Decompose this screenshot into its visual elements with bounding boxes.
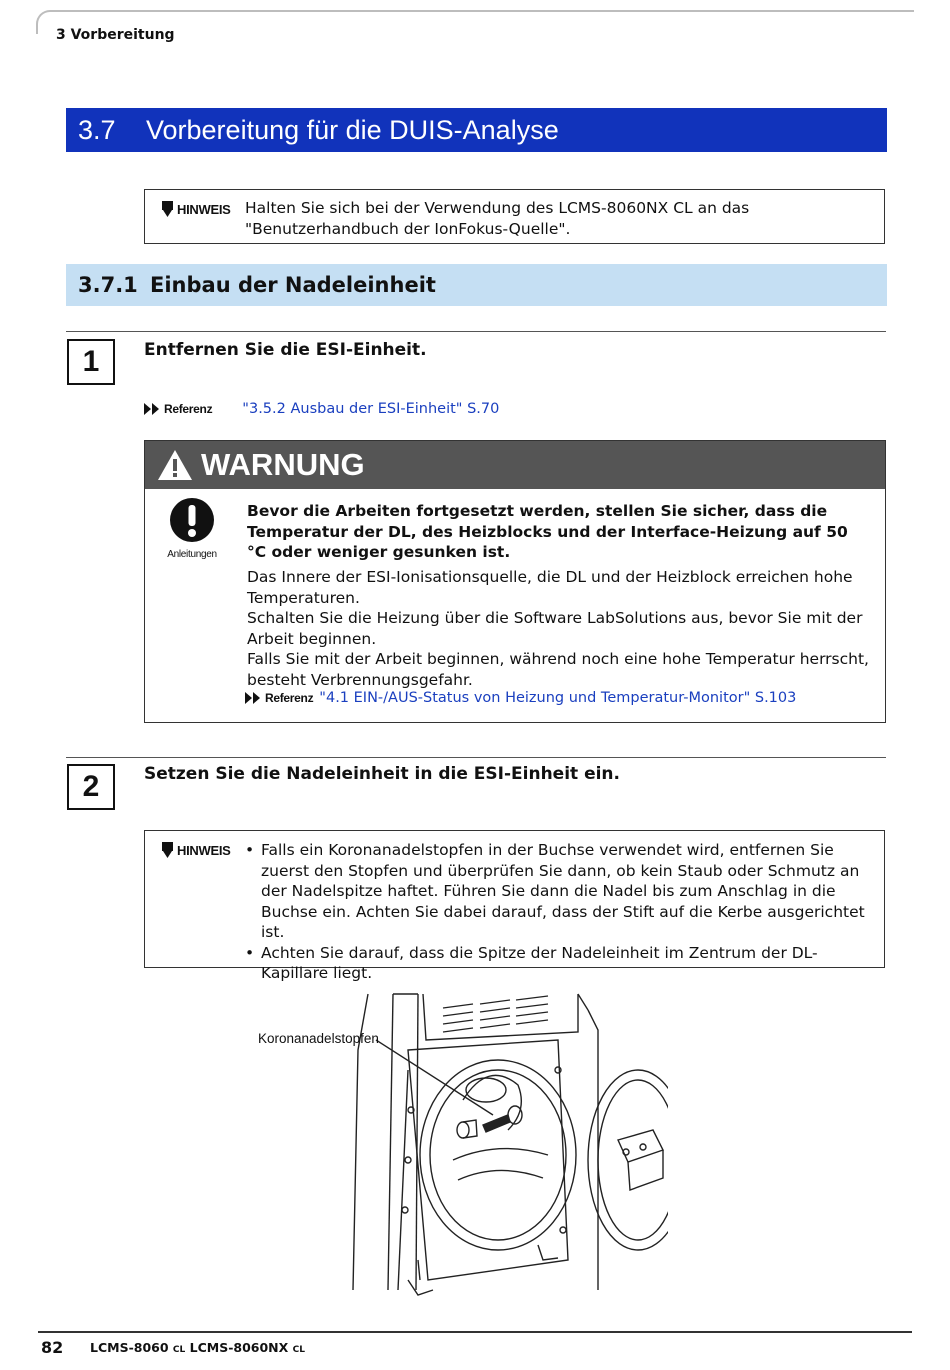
product-name: LCMS-8060 CL LCMS-8060NX CL bbox=[90, 1340, 305, 1355]
hint-label: HINWEIS bbox=[161, 841, 231, 859]
reference-link[interactable]: "3.5.2 Ausbau der ESI-Einheit" S.70 bbox=[242, 401, 500, 417]
warning-body bbox=[247, 567, 872, 690]
warning-bold-text: Bevor die Arbeiten fortgesetzt werden, stellen Sie sicher, dass die Temperatur der DL, des Heizblocks und der Interface-Heizung auf 50 °C oder weniger gesunken ist. bbox=[247, 502, 848, 561]
warning-triangle-icon bbox=[157, 449, 193, 481]
footer-rule bbox=[38, 1331, 912, 1333]
section-number: 3.7 bbox=[78, 114, 116, 145]
subsection-title-bar bbox=[66, 264, 887, 306]
hint-box-1 bbox=[144, 189, 885, 244]
chapter-heading: 3 Vorbereitung bbox=[56, 27, 175, 43]
hand-pointer-icon bbox=[161, 200, 175, 218]
step-instruction: Entfernen Sie die ESI-Einheit. bbox=[144, 340, 427, 360]
exclamation-circle-icon bbox=[169, 497, 215, 543]
subsection-title: Einbau der Nadeleinheit bbox=[150, 273, 436, 297]
reference-line bbox=[144, 401, 499, 417]
section-title-bar bbox=[66, 108, 887, 152]
reference-label: Referenz bbox=[245, 691, 313, 705]
subsection-number: 3.7.1 bbox=[78, 273, 138, 297]
warning-paragraph: Das Innere der ESI-Ionisationsquelle, die DL und der Heizblock erreichen hohe Temperaturen. bbox=[247, 568, 853, 607]
warning-paragraph: Falls Sie mit der Arbeit beginnen, während noch eine hohe Temperatur herrscht, besteht Verbrennungsgefahr. bbox=[247, 650, 869, 689]
step-rule bbox=[66, 757, 886, 758]
step-number-box: 2 bbox=[67, 764, 115, 810]
figure-callout-label: Koronanadelstopfen bbox=[258, 1031, 379, 1046]
warning-header bbox=[145, 441, 885, 489]
step-rule bbox=[66, 331, 886, 332]
hint-box-2 bbox=[144, 830, 885, 982]
double-arrow-icon bbox=[245, 692, 261, 704]
step-instruction: Setzen Sie die Nadeleinheit in die ESI-Einheit ein. bbox=[144, 764, 620, 784]
hint-text: Halten Sie sich bei der Verwendung des LCMS-8060NX CL an das "Benutzerhandbuch der IonFokus-Quelle". bbox=[245, 199, 750, 238]
page-number: 82 bbox=[41, 1338, 64, 1357]
mandatory-action-label: Anleitungen bbox=[167, 549, 217, 560]
warning-title: WARNUNG bbox=[201, 447, 365, 482]
step-number-box: 1 bbox=[67, 339, 115, 385]
section-title: Vorbereitung für die DUIS-Analyse bbox=[146, 114, 559, 145]
double-arrow-icon bbox=[144, 403, 160, 415]
warning-reference-line bbox=[245, 690, 796, 706]
hint-label: HINWEIS bbox=[161, 200, 231, 218]
warning-box bbox=[144, 440, 886, 723]
mandatory-action-icon bbox=[167, 497, 217, 560]
esi-unit-drawing bbox=[258, 990, 668, 1300]
list-item: • Falls ein Koronanadelstopfen in der Buchse verwendet wird, entfernen Sie zuerst den Stopfen und überprüfen Sie dann, ob kein Staub oder Schmutz an der Nadelspitze haftet. Führen Sie dann die Nadel bis zum Anschlag in die Buchse ein. Achten Sie dabei darauf, dass der Stift auf die Kerbe ausgerichtet ist. bbox=[245, 840, 876, 943]
esi-unit-illustration bbox=[258, 990, 668, 1300]
warning-paragraph: Schalten Sie die Heizung über die Software LabSolutions aus, bevor Sie mit der Arbeit beginnen. bbox=[247, 609, 863, 648]
reference-link[interactable]: "4.1 EIN-/AUS-Status von Heizung und Temperatur-Monitor" S.103 bbox=[319, 690, 797, 706]
list-item: • Achten Sie darauf, dass die Spitze der Nadeleinheit im Zentrum der DL-Kapillare liegt. bbox=[245, 943, 876, 984]
reference-label: Referenz bbox=[144, 402, 212, 416]
hint-list bbox=[245, 840, 876, 984]
hand-pointer-icon bbox=[161, 841, 175, 859]
